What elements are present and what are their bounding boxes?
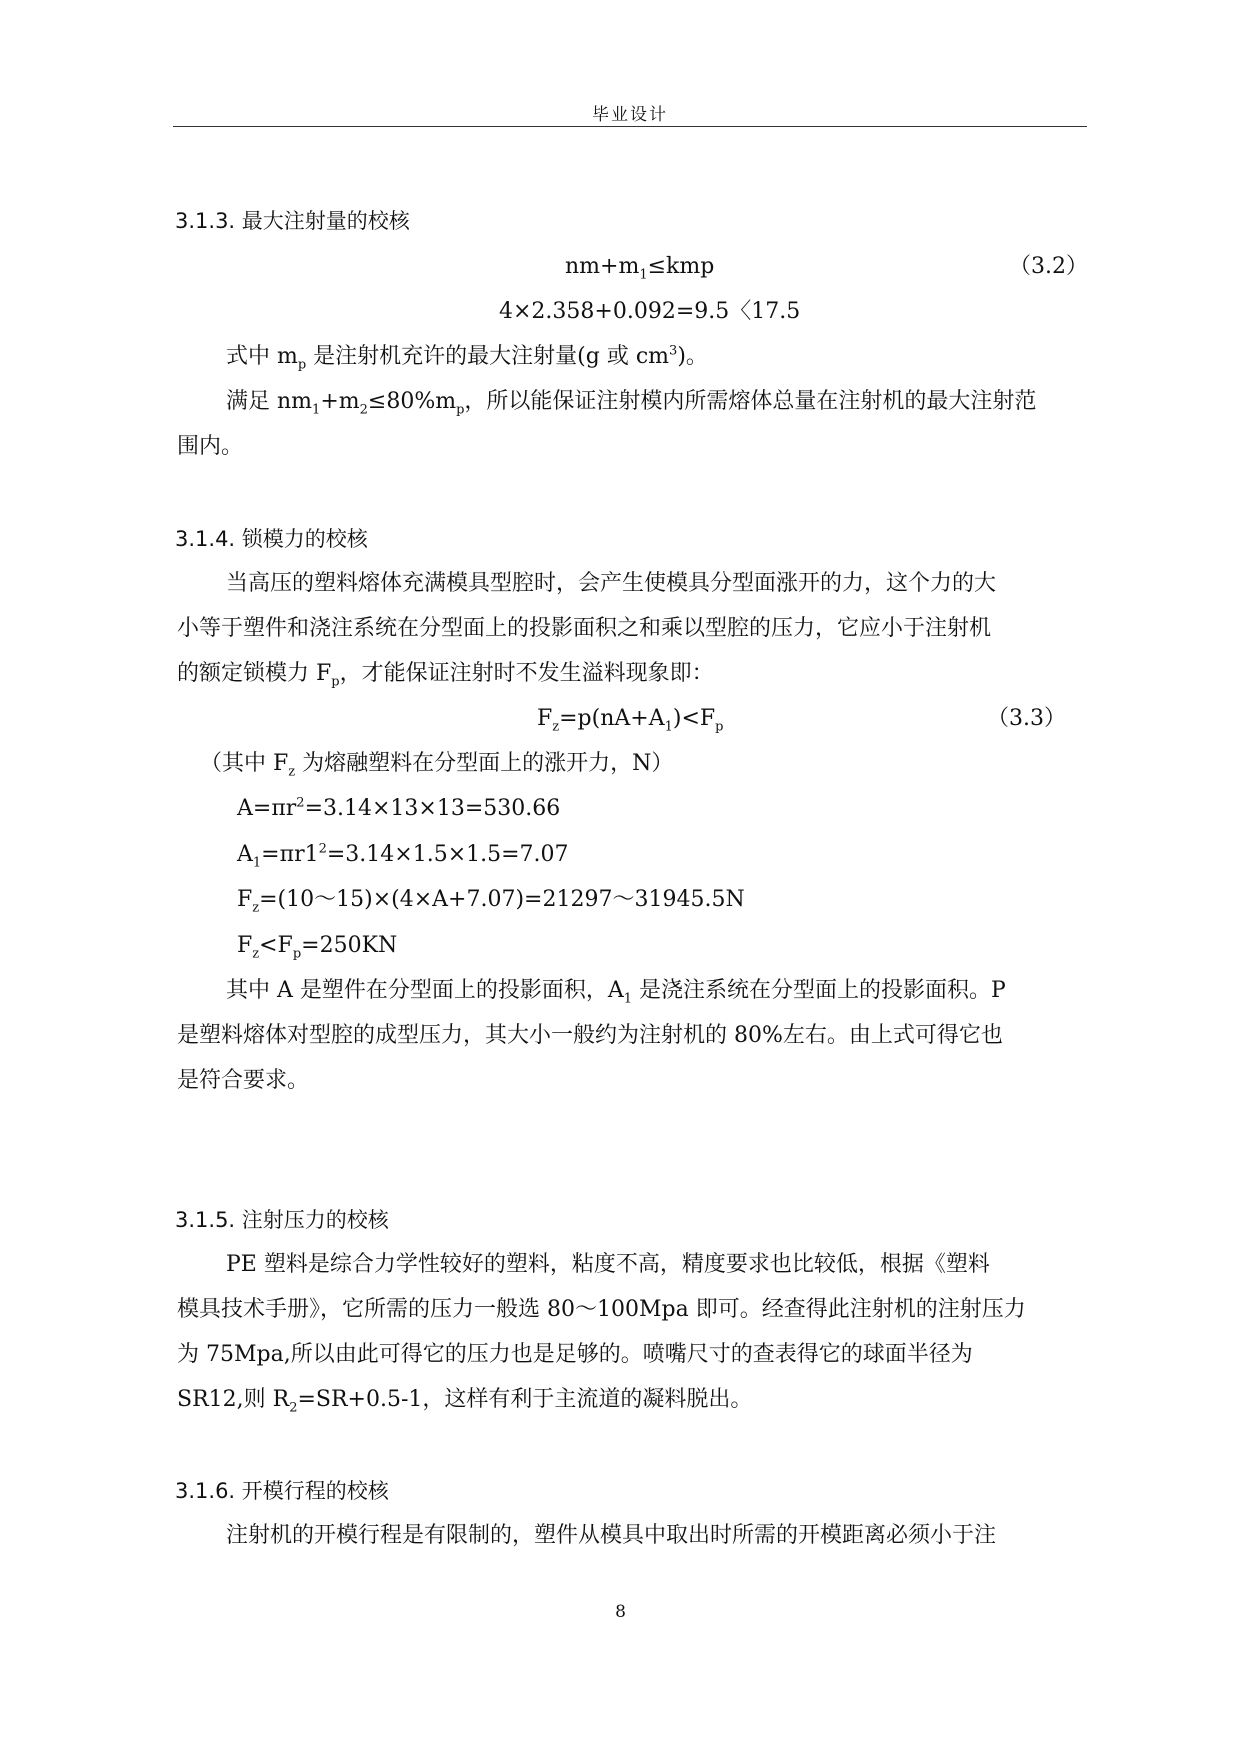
- paragraph-line: SR12,则 $R_2=SR+0.5-1$，这样有利于主流道的凝料脱出。: [177, 1387, 753, 1416]
- paragraph-line: 围内。: [177, 434, 244, 459]
- header-rule: [173, 126, 1087, 127]
- paragraph-line: 的额定锁模力 $F_p$，才能保证注射时不发生溢料现象即：: [177, 661, 714, 690]
- equation-number-3-3: （3.3）: [987, 706, 1066, 731]
- calculation-line: $F_z=(10\sim 15)\times(4\times A+7.07)=21297\sim 31945.5N$: [237, 887, 745, 916]
- paragraph-line: 当高压的塑料熔体充满模具型腔时，会产生使模具分型面涨开的力，这个力的大: [226, 571, 997, 596]
- paragraph-line: 为 75Mpa,所以由此可得它的压力也是足够的。喷嘴尺寸的查表得它的球面半径为: [177, 1342, 973, 1367]
- paragraph-line: 式中 $m_p$ 是注射机充许的最大注射量(g 或 $cm^3$)。: [226, 343, 708, 373]
- calculation-line: $A_1=\pi r1^2=3.14\times 1.5\times 1.5=7.07$: [237, 841, 569, 871]
- equation-3-3: $F_z=p(nA+A_1)<F_p$: [537, 706, 724, 735]
- paragraph-line: 模具技术手册》，它所需的压力一般选 80～100Mpa 即可。经查得此注射机的注射压力: [177, 1297, 1026, 1322]
- paragraph-line: 其中 A 是塑件在分型面上的投影面积，$A_1$ 是浇注系统在分型面上的投影面积。P: [226, 978, 1006, 1007]
- paragraph-line: 注射机的开模行程是有限制的，塑件从模具中取出时所需的开模距离必须小于注: [226, 1523, 997, 1548]
- calculation-line: $F_z<F_p=250KN$: [237, 933, 398, 962]
- equation-3-2: $nm+m_1\le kmp$: [565, 254, 715, 283]
- equation-3-2-calculation: 4×2.358+0.092=9.5〈17.5: [499, 299, 801, 324]
- section-heading-3-1-4: 3.1.4. 锁模力的校核: [175, 527, 368, 551]
- paragraph-line: 是塑料熔体对型腔的成型压力，其大小一般约为注射机的 80%左右。由上式可得它也: [177, 1023, 1003, 1048]
- equation-note: （其中 $F_z$ 为熔融塑料在分型面上的涨开力，N）: [200, 751, 674, 780]
- page-header-title: 毕业设计: [592, 105, 668, 125]
- section-heading-3-1-5: 3.1.5. 注射压力的校核: [175, 1208, 389, 1232]
- page-number: 8: [615, 1602, 626, 1622]
- section-heading-3-1-3: 3.1.3. 最大注射量的校核: [175, 209, 410, 233]
- calculation-line: $A=\pi r^2=3.14\times 13\times 13=530.66$: [237, 795, 561, 821]
- paragraph-line: 是符合要求。: [177, 1068, 310, 1093]
- equation-number-3-2: （3.2）: [1009, 254, 1088, 279]
- section-heading-3-1-6: 3.1.6. 开模行程的校核: [175, 1479, 389, 1503]
- paragraph-line: PE 塑料是综合力学性较好的塑料，粘度不高，精度要求也比较低，根据《塑料: [226, 1252, 990, 1277]
- paragraph-line: 小等于塑件和浇注系统在分型面上的投影面积之和乘以型腔的压力，它应小于注射机: [177, 616, 992, 641]
- paragraph-line: 满足 $nm_1+m_2\le 80\%m_p$，所以能保证注射模内所需熔体总量在注射机的最大注射范: [226, 389, 1037, 418]
